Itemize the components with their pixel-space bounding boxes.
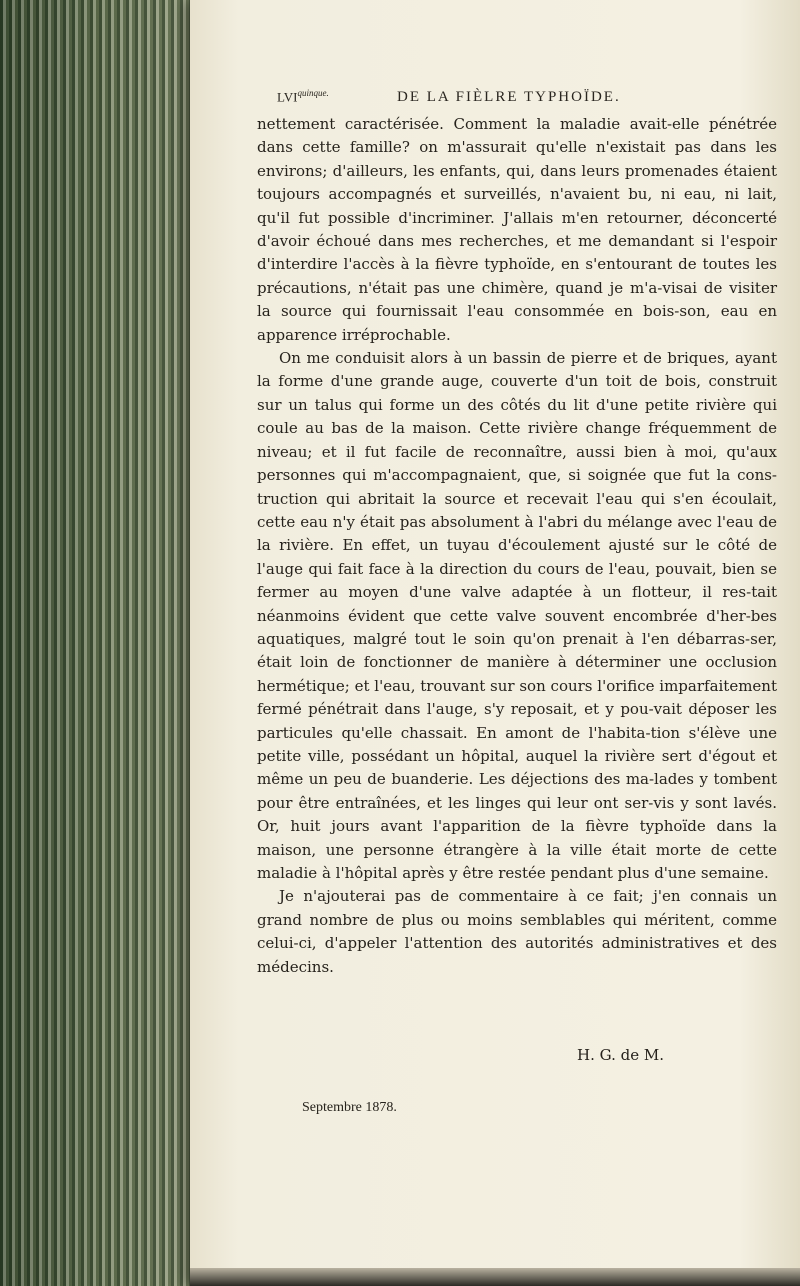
folio-suffix: quinque. — [297, 88, 329, 98]
folio-number: LVI — [277, 89, 298, 105]
page-header — [277, 88, 777, 112]
running-title: DE LA FIÈLRE TYPHOÏDE. — [397, 89, 621, 105]
paragraph-3: Je n'ajouterai pas de commentaire à ce fait; j'en connais un grand nombre de plus ou moins semblables qui méritent, comme celui-ci, d'appeler l'attention des autorités administratives et des médecins. — [257, 887, 777, 976]
page-bottom-edge — [190, 1268, 800, 1286]
paragraph-2: On me conduisit alors à un bassin de pierre et de briques, ayant la forme d'une grande auge, couverte d'un toit de bois, construit sur un talus qui forme un des côtés du lit d'une petite rivière qui coule au bas de la maison. Cette rivière change fréquemment de niveau; et il fut facile de reconnaître, aussi bien à moi, qu'aux personnes qui m'accompagnaient, que, si soignée que fut la cons-truction qui abritait la source et recevait l'eau qui s'en écoulait, cette eau n'y était pas absolument à l'abri du mélange avec l'eau de la rivière. En effet, un tuyau d'écoulement ajusté sur le côté de l'auge qui fait face à la direction du cours de l'eau, pouvait, bien se fermer au moyen d'une valve adaptée à un flotteur, il res-tait néanmoins évident que cette valve souvent encombrée d'her-bes aquatiques, malgré tout le soin qu'on prenait à l'en débarras-ser, était loin de fonctionner de manière à déterminer une occlusion hermétique; et l'eau, trouvant sur son cours l'orifice imparfaitement fermé pénétrait dans l'auge, s'y reposait, et y pou-vait déposer les particules qu'elle chassait. En amont de l'habita-tion s'élève une petite ville, possédant un hôpital, auquel la rivière sert d'égout et même un peu de buanderie. Les déjections des ma-lades y tombent pour être entraînées, et les linges qui leur ont ser-vis y sont lavés. Or, huit jours avant l'apparition de la fièvre typhoïde dans la maison, une personne étrangère à la ville était morte de cette maladie à l'hôpital après y être restée pendant plus d'une semaine. — [257, 349, 777, 882]
signature: H. G. de M. — [577, 1046, 664, 1064]
page-folio — [277, 88, 329, 105]
date-line: Septembre 1878. — [302, 1100, 397, 1115]
body-text — [257, 113, 777, 979]
paragraph-1: nettement caractérisée. Comment la maladie avait-elle pénétrée dans cette famille? on m'assurait qu'elle n'existait pas dans les environs; d'ailleurs, les enfants, qui, dans leurs promenades étaient toujours accompagnés et surveillés, n'avaient bu, ni eau, ni lait, qu'il fut possible d'incriminer. J'allais m'en retourner, déconcerté d'avoir échoué dans mes recherches, et me demandant si l'espoir d'interdire l'accès à la fièvre typhoïde, en s'entourant de toutes les précautions, n'était pas une chimère, quand je m'a-visai de visiter la source qui fournissait l'eau consommée en bois-son, eau en apparence irréprochable. — [257, 115, 777, 344]
